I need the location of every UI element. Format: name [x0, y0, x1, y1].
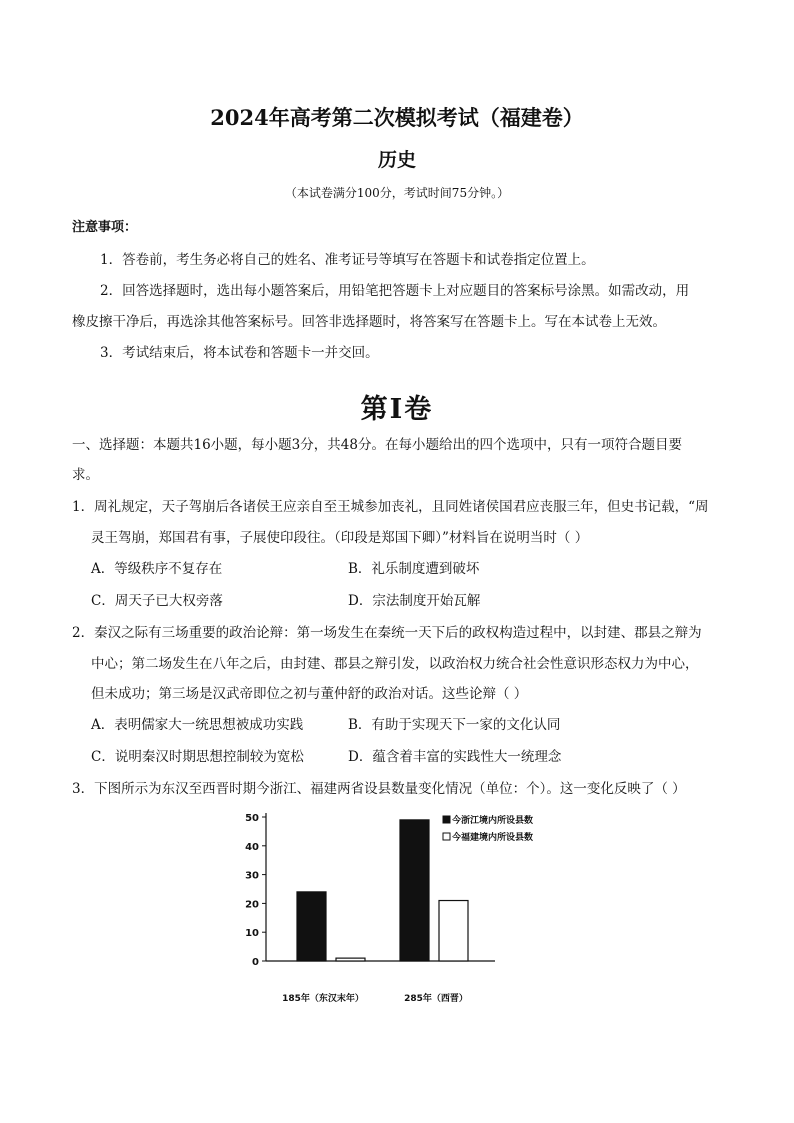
notes-item-2-cont: 橡皮擦干净后，再选涂其他答案标号。回答非选择题时，将答案写在答题卡上。写在本试卷上无效。: [72, 314, 666, 330]
category-label: 185年（东汉末年）: [282, 994, 364, 1004]
y-tick-label: 50: [245, 813, 259, 824]
q1-text-line1: 1．周礼规定，天子驾崩后各诸侯王应亲自至王城参加丧礼，且同姓诸侯国君应丧服三年，但史书记载，“周: [72, 499, 709, 515]
q2-text-line1: 2．秦汉之际有三场重要的政治论辩：第一场发生在秦统一天下后的政权构造过程中，以封建、郡县之辩为: [72, 625, 702, 641]
county-count-bar-chart: [240, 805, 580, 1010]
y-tick-label: 40: [245, 841, 259, 853]
q2-option-d[interactable]: D．蕴含着丰富的实践性大一统理念: [348, 749, 562, 765]
legend-swatch: [443, 833, 450, 840]
score-info: （本试卷满分100分，考试时间75分钟。）: [284, 186, 510, 200]
exam-title: 2024年高考第二次模拟考试（福建卷）: [210, 105, 584, 130]
q1-option-c[interactable]: C．周天子已大权旁落: [91, 593, 223, 609]
subject-title: 历史: [377, 149, 416, 171]
legend-label: 今浙江境内所设县数: [452, 816, 534, 826]
y-tick-label: 10: [245, 928, 259, 940]
y-tick-label: 0: [252, 957, 259, 968]
notes-heading: 注意事项：: [72, 220, 138, 235]
bar-zhejiang-0: [297, 892, 326, 961]
section-instructions: 一、选择题：本题共16小题，每小题3分，共48分。在每小题给出的四个选项中，只有一项符合题目要: [72, 437, 682, 453]
notes-item-1: 1．答卷前，考生务必将自己的姓名、准考证号等填写在答题卡和试卷指定位置上。: [100, 252, 595, 268]
section-instructions-cont: 求。: [72, 467, 99, 483]
notes-item-3: 3．考试结束后，将本试卷和答题卡一并交回。: [100, 345, 379, 361]
y-tick-label: 30: [245, 870, 259, 882]
q2-option-b[interactable]: B．有助于实现天下一家的文化认同: [348, 717, 561, 733]
q2-option-a[interactable]: A．表明儒家大一统思想被成功实践: [91, 717, 304, 733]
q2-text-line3: 但未成功；第三场是汉武帝即位之初与董仲舒的政治对话。这些论辩（ ）: [91, 686, 528, 702]
q1-text-line2: 灵王驾崩，郑国君有事，子展使印段往。（印段是郑国下卿）”材料旨在说明当时（ ）: [91, 530, 589, 546]
y-tick-label: 20: [245, 899, 259, 911]
legend-label: 今福建境内所设县数: [452, 833, 534, 843]
bar-zhejiang-1: [400, 820, 429, 961]
bar-fujian-0: [336, 958, 365, 961]
bar-fujian-1: [439, 901, 468, 961]
volume-heading: 第Ⅰ卷: [360, 394, 434, 425]
q1-option-b[interactable]: B．礼乐制度遭到破坏: [348, 561, 480, 577]
notes-item-2: 2．回答选择题时，选出每小题答案后，用铅笔把答题卡上对应题目的答案标号涂黑。如需改动，用: [100, 283, 690, 299]
q2-text-line2: 中心；第二场发生在八年之后，由封建、郡县之辩引发，以政治权力统合社会性意识形态权力为中心，: [91, 656, 699, 672]
q1-option-d[interactable]: D．宗法制度开始瓦解: [348, 593, 481, 609]
q3-text-line1: 3．下图所示为东汉至西晋时期今浙江、福建两省设县数量变化情况（单位：个）。这一变化反映了（ ）: [72, 781, 686, 797]
category-label: 285年（西晋）: [404, 994, 468, 1004]
legend-swatch: [443, 816, 450, 823]
q1-option-a[interactable]: A．等级秩序不复存在: [91, 561, 223, 577]
q2-option-c[interactable]: C．说明秦汉时期思想控制较为宽松: [91, 749, 304, 765]
